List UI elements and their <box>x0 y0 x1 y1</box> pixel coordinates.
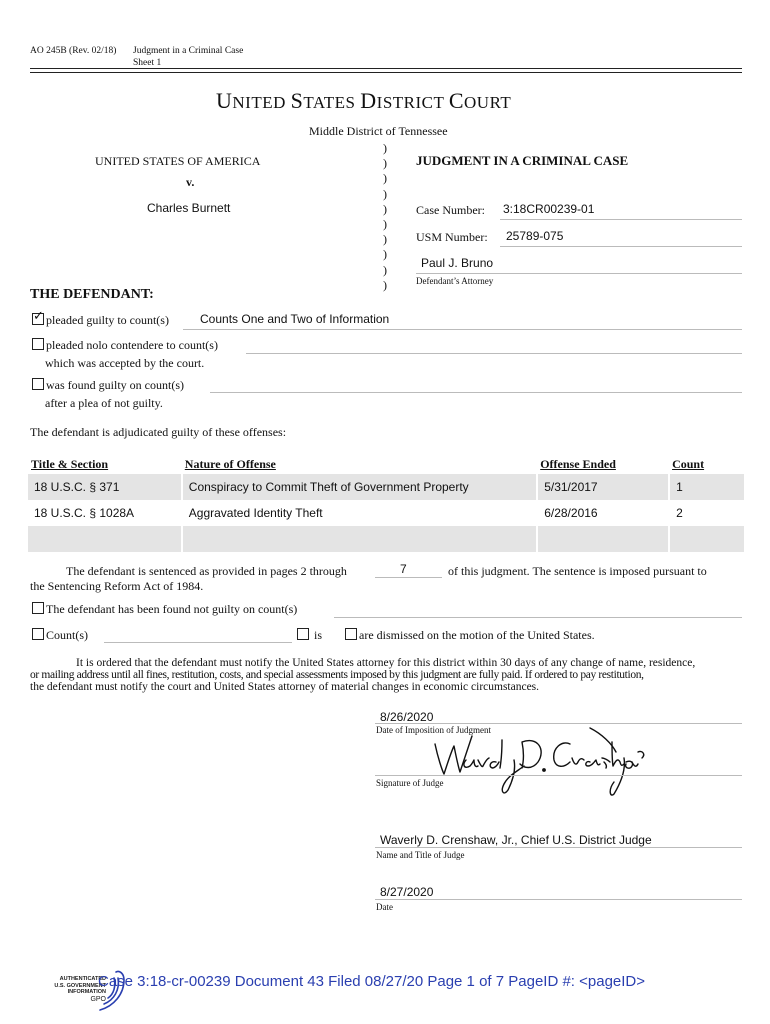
sentence-pages-line <box>375 577 442 578</box>
order-line-1: It is ordered that the defendant must notify the United States attorney for this district within 30 days of any change of name, residence, <box>76 657 696 669</box>
col-title-section: Title & Section <box>31 457 109 471</box>
nolo-checkbox[interactable] <box>32 338 44 350</box>
signature-label: Signature of Judge <box>376 778 444 788</box>
case-number-label: Case Number: <box>416 203 485 217</box>
offenses-header-row <box>28 452 745 474</box>
found-guilty-line <box>210 392 742 393</box>
usm-number-line <box>500 246 742 247</box>
found-guilty-option[interactable] <box>32 378 184 393</box>
versus: v. <box>186 175 195 189</box>
judge-name-label: Name and Title of Judge <box>376 850 465 860</box>
cell-ended: 5/31/2017 <box>537 474 669 500</box>
judgment-title: JUDGMENT IN A CRIMINAL CASE <box>416 153 629 168</box>
attorney-name: Paul J. Bruno <box>421 256 494 270</box>
case-number-value: 3:18CR00239-01 <box>503 202 595 216</box>
gpo-seal-text: AUTHENTICATED U.S. GOVERNMENT INFORMATION GPO <box>54 976 106 1003</box>
form-description: Judgment in a Criminal Case <box>133 46 244 56</box>
counts-line <box>104 642 292 643</box>
is-checkbox[interactable] <box>297 628 309 640</box>
form-sheet: Sheet 1 <box>133 58 162 68</box>
order-line-2: or mailing address until all fines, restitution, costs, and special assessments imposed by this judgment are fully paid. If ordered to pay restitution, <box>30 669 644 681</box>
cell-nature: Aggravated Identity Theft <box>182 500 537 526</box>
are-label: are dismissed on the motion of the United States. <box>359 628 595 642</box>
usm-number-value: 25789-075 <box>506 229 564 243</box>
date-imposed-label: Date of Imposition of Judgment <box>376 725 491 735</box>
check-icon: ✓ <box>33 309 44 324</box>
court-title: UNITED STATES DISTRICT COURT <box>216 88 512 113</box>
pleaded-guilty-checkbox[interactable] <box>32 309 44 325</box>
pleaded-guilty-line <box>183 329 742 330</box>
date-imposed: 8/26/2020 <box>380 710 434 724</box>
is-option[interactable] <box>297 628 322 643</box>
signed-date-line <box>375 899 742 900</box>
found-guilty-checkbox[interactable] <box>32 378 44 390</box>
counts-checkbox[interactable] <box>32 628 44 640</box>
cell-nature <box>182 526 537 552</box>
is-label: is <box>314 628 323 642</box>
col-offense-ended: Offense Ended <box>540 457 616 471</box>
sentence-text-3: the Sentencing Reform Act of 1984. <box>30 579 204 593</box>
col-count: Count <box>672 457 705 471</box>
order-line-3: the defendant must notify the court and United States attorney of material changes in economic circumstances. <box>30 681 540 693</box>
case-number-line <box>500 219 742 220</box>
nolo-line <box>246 353 742 354</box>
sentence-text-1: The defendant is sentenced as provided in pages 2 through <box>66 564 347 578</box>
defendant-name: Charles Burnett <box>147 201 231 215</box>
form-id: AO 245B (Rev. 02/18) <box>30 46 117 56</box>
cell-ended <box>537 526 669 552</box>
sentence-text-2: of this judgment. The sentence is imposed pursuant to <box>448 564 707 578</box>
signature-line <box>375 775 742 776</box>
header-rule <box>30 68 742 73</box>
cell-title: 18 U.S.C. § 371 <box>28 474 182 500</box>
are-checkbox[interactable] <box>345 628 357 640</box>
pleaded-guilty-option[interactable] <box>32 309 169 328</box>
not-guilty-label: The defendant has been found not guilty on count(s) <box>46 602 298 616</box>
not-guilty-option[interactable] <box>32 602 297 617</box>
caption-parens: ) ) ) ) ) ) ) ) ) ) <box>383 141 387 292</box>
offenses-table <box>28 452 746 552</box>
pleaded-guilty-label: pleaded guilty to count(s) <box>46 313 169 327</box>
cell-count: 2 <box>669 500 745 526</box>
counts-label: Count(s) <box>46 628 88 642</box>
cell-ended: 6/28/2016 <box>537 500 669 526</box>
table-row <box>28 526 745 552</box>
signed-date-label: Date <box>376 902 393 912</box>
attorney-line <box>416 273 742 274</box>
nolo-label-2: which was accepted by the court. <box>45 356 205 370</box>
cell-title <box>28 526 182 552</box>
col-nature: Nature of Offense <box>184 457 276 471</box>
are-option[interactable] <box>345 628 595 643</box>
judge-signature <box>420 722 650 800</box>
cell-count: 1 <box>669 474 745 500</box>
found-guilty-label: was found guilty on count(s) <box>46 378 184 392</box>
district-name: Middle District of Tennessee <box>309 124 448 138</box>
defendant-heading: THE DEFENDANT: <box>30 287 154 302</box>
table-row <box>28 500 745 526</box>
judge-name-line <box>375 847 742 848</box>
nolo-option[interactable] <box>32 338 218 353</box>
counts-option[interactable] <box>32 628 88 643</box>
sentence-pages: 7 <box>400 562 407 576</box>
signed-date: 8/27/2020 <box>380 885 434 899</box>
usm-number-label: USM Number: <box>416 230 488 244</box>
pleaded-guilty-value: Counts One and Two of Information <box>200 312 390 326</box>
table-row <box>28 474 745 500</box>
adjudicated-text: The defendant is adjudicated guilty of these offenses: <box>30 425 287 439</box>
plaintiff-name: UNITED STATES OF AMERICA <box>95 154 261 168</box>
nolo-label: pleaded nolo contendere to count(s) <box>46 338 218 352</box>
judge-name-title: Waverly D. Crenshaw, Jr., Chief U.S. District Judge <box>380 833 652 847</box>
cell-count <box>669 526 745 552</box>
not-guilty-line <box>334 617 742 618</box>
cell-title: 18 U.S.C. § 1028A <box>28 500 182 526</box>
cell-nature: Conspiracy to Commit Theft of Government Property <box>182 474 537 500</box>
case-stamp: Case 3:18-cr-00239 Document 43 Filed 08/27/20 Page 1 of 7 PageID #: <pageID> <box>98 973 646 990</box>
not-guilty-checkbox[interactable] <box>32 602 44 614</box>
found-guilty-label-2: after a plea of not guilty. <box>45 396 163 410</box>
attorney-label: Defendant’s Attorney <box>416 276 494 286</box>
